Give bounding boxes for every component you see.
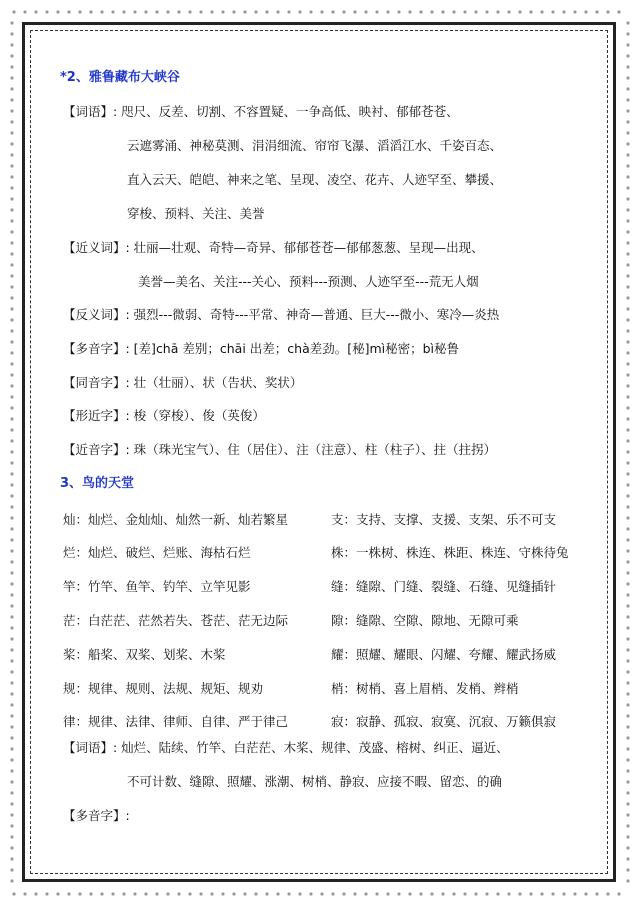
char-row-left: 烂：灿烂、破烂、烂账、海枯石烂 [63,545,251,560]
char-row-left: 桨：船桨、双桨、划桨、木桨 [63,647,226,662]
ciyu-line-2: 不可计数、缝隙、照耀、涨潮、树梢、静寂、应接不暇、留恋、的确 [127,774,503,789]
ciyu-line-4: 穿梭、预料、关注、美誉 [127,206,265,221]
antonym-line: 【反义词】: 强烈---微弱、奇特---平常、神奇—普通、巨大---微小、寒冷—炎热 [63,307,500,322]
ciyu-line-2: 云遮雾涌、神秘莫测、涓涓细流、帘帘飞瀑、滔滔江水、千姿百态、 [127,138,503,153]
synonym-line-1: 【近义词】: 壮丽—壮观、奇特—奇异、郁郁苍苍—郁郁葱葱、呈现—出现、 [63,240,484,255]
char-row-left: 竿：竹竿、鱼竿、钓竿、立竿见影 [63,579,251,594]
char-row-right: 梢：树梢、喜上眉梢、发梢、辫梢 [331,681,519,696]
char-row-left: 律：规律、法律、律师、自律、严于律己 [63,714,289,729]
polyphone-line: 【多音字】: [差]chā 差别；chāi 出差；chà差劲。[秘]mì秘密；bì秘鲁 [63,341,460,356]
section-heading: *2、雅鲁藏布大峡谷 [60,70,180,85]
char-row-right: 支：支持、支撑、支援、支架、乐不可支 [331,512,557,527]
similar-shape-line: 【形近字】: 梭（穿梭）、俊（英俊） [63,408,265,423]
synonym-line-2: 美誉—美名、关注---关心、预料---预测、人迹罕至---荒无人烟 [138,274,479,289]
ciyu-line-1: 【词语】: 咫尺、反差、切割、不容置疑、一争高低、映衬、郁郁苍苍、 [63,104,459,119]
char-row-right: 株：一株树、株连、株距、株连、守株待兔 [331,545,569,560]
char-row-left: 规：规律、规则、法规、规矩、规劝 [63,681,264,696]
ciyu-line-1: 【词语】: 灿烂、陆续、竹竿、白茫茫、木桨、规律、茂盛、榕树、纠正、逼近、 [63,740,509,755]
char-row-right: 缝：缝隙、门缝、裂缝、石缝、见缝插针 [331,579,557,594]
char-row-right: 耀：照耀、耀眼、闪耀、夸耀、耀武扬威 [331,647,557,662]
char-row-right: 隙：缝隙、空隙、隙地、无隙可乘 [331,613,519,628]
polyphone-line: 【多音字】: [63,808,130,823]
similar-sound-line: 【近音字】: 珠（珠光宝气）、住（居住）、注（注意）、柱（柱子）、拄（拄拐） [63,442,497,457]
char-row-left: 灿：灿烂、金灿灿、灿然一新、灿若繁星 [63,512,289,527]
char-row-right: 寂：寂静、孤寂、寂寞、沉寂、万籁俱寂 [331,714,557,729]
char-row-left: 茫：白茫茫、茫然若失、苍茫、茫无边际 [63,613,289,628]
homophone-line: 【同音字】: 壮（壮丽）、状（告状、奖状） [63,375,303,390]
ciyu-line-3: 直入云天、皑皑、神来之笔、呈现、凌空、花卉、人迹罕至、攀援、 [127,172,503,187]
section-heading: 3、鸟的天堂 [60,476,135,491]
